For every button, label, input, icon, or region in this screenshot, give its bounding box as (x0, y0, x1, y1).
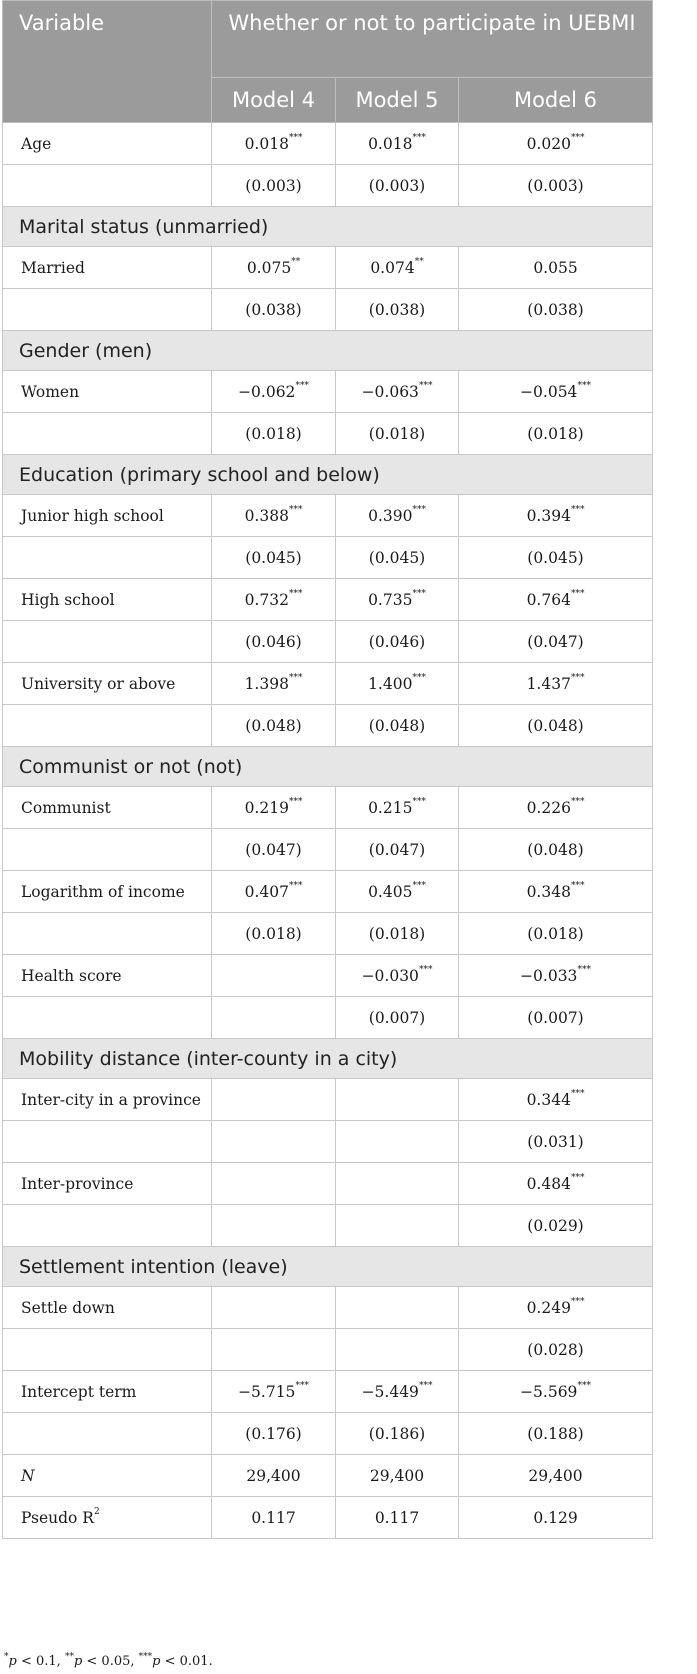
coef-cell: 0.348*** (459, 871, 653, 913)
coef-cell: −5.569*** (459, 1371, 653, 1413)
table-row (3, 663, 653, 705)
se-cell: (0.003) (212, 165, 336, 207)
se-cell (212, 1329, 336, 1371)
coef-cell: 0.055 (459, 247, 653, 289)
section-row (3, 455, 653, 495)
model-4-header: Model 4 (212, 78, 336, 123)
se-cell: (0.018) (336, 913, 459, 955)
coef-cell: −0.063*** (336, 371, 459, 413)
table-row (3, 955, 653, 997)
table-row (3, 1329, 653, 1371)
coef-cell: 0.344*** (459, 1079, 653, 1121)
row-label: University or above (3, 663, 212, 705)
table-row (3, 1497, 653, 1539)
table-row (3, 1163, 653, 1205)
se-cell: (0.028) (459, 1329, 653, 1371)
coef-cell: −0.030*** (336, 955, 459, 997)
se-cell: (0.048) (459, 705, 653, 747)
coef-cell: 1.400*** (336, 663, 459, 705)
coef-cell: 0.735*** (336, 579, 459, 621)
table-row (3, 997, 653, 1039)
se-cell: (0.018) (336, 413, 459, 455)
table-row (3, 1079, 653, 1121)
table-row (3, 495, 653, 537)
stat-cell: 0.117 (212, 1497, 336, 1539)
section-row (3, 1247, 653, 1287)
variable-header: Variable (3, 1, 212, 123)
row-label: High school (3, 579, 212, 621)
se-cell (212, 1205, 336, 1247)
table-row (3, 1287, 653, 1329)
se-cell: (0.038) (459, 289, 653, 331)
coef-cell: 0.018*** (212, 123, 336, 165)
section-label: Settlement intention (leave) (3, 1247, 653, 1287)
coef-cell: −0.062*** (212, 371, 336, 413)
table-row (3, 913, 653, 955)
coef-cell (212, 955, 336, 997)
coef-cell: 0.018*** (336, 123, 459, 165)
section-label: Education (primary school and below) (3, 455, 653, 495)
coef-cell: 0.732*** (212, 579, 336, 621)
se-cell: (0.018) (459, 413, 653, 455)
table-row (3, 1413, 653, 1455)
se-cell: (0.045) (336, 537, 459, 579)
table-row (3, 247, 653, 289)
n-label: N (21, 1466, 35, 1485)
coef-cell: 0.219*** (212, 787, 336, 829)
se-cell (336, 1121, 459, 1163)
table-row (3, 871, 653, 913)
coef-cell: 0.075** (212, 247, 336, 289)
table-row (3, 705, 653, 747)
table-row (3, 1371, 653, 1413)
coef-cell: 0.764*** (459, 579, 653, 621)
row-label: Settle down (3, 1287, 212, 1329)
coef-cell (212, 1163, 336, 1205)
row-label: Logarithm of income (3, 871, 212, 913)
se-cell: (0.048) (212, 705, 336, 747)
section-row (3, 331, 653, 371)
stat-cell: 29,400 (459, 1455, 653, 1497)
stat-cell: 29,400 (212, 1455, 336, 1497)
se-cell: (0.048) (459, 829, 653, 871)
se-cell (212, 1121, 336, 1163)
row-label: Age (3, 123, 212, 165)
table-row (3, 621, 653, 663)
section-row (3, 1039, 653, 1079)
coef-cell: 0.226*** (459, 787, 653, 829)
se-cell: (0.045) (459, 537, 653, 579)
se-cell: (0.003) (459, 165, 653, 207)
se-cell: (0.188) (459, 1413, 653, 1455)
coef-cell: 0.020*** (459, 123, 653, 165)
se-cell: (0.031) (459, 1121, 653, 1163)
table-row (3, 289, 653, 331)
coef-cell: 0.407*** (212, 871, 336, 913)
se-cell (336, 1205, 459, 1247)
row-label: Inter-city in a province (3, 1079, 212, 1121)
coef-cell: −5.449*** (336, 1371, 459, 1413)
coef-cell (336, 1079, 459, 1121)
section-label: Gender (men) (3, 331, 653, 371)
table-row (3, 1121, 653, 1163)
se-cell (336, 1329, 459, 1371)
coef-cell: −0.054*** (459, 371, 653, 413)
row-label: Intercept term (3, 1371, 212, 1413)
row-label: Inter-province (3, 1163, 212, 1205)
table-row (3, 829, 653, 871)
coef-cell: −0.033*** (459, 955, 653, 997)
coef-cell: 0.390*** (336, 495, 459, 537)
table-row (3, 123, 653, 165)
section-row (3, 747, 653, 787)
pseudo-r2-label: Pseudo R (21, 1508, 94, 1527)
table-row (3, 1205, 653, 1247)
regression-table (2, 0, 653, 1539)
section-label: Communist or not (not) (3, 747, 653, 787)
se-cell (212, 997, 336, 1039)
stat-cell: 29,400 (336, 1455, 459, 1497)
se-cell: (0.003) (336, 165, 459, 207)
row-label: Women (3, 371, 212, 413)
coef-cell: 0.388*** (212, 495, 336, 537)
stat-cell: 0.129 (459, 1497, 653, 1539)
coef-cell: 0.215*** (336, 787, 459, 829)
se-cell: (0.007) (336, 997, 459, 1039)
coef-cell: 1.437*** (459, 663, 653, 705)
table-row (3, 787, 653, 829)
model-6-header: Model 6 (459, 78, 653, 123)
row-label: Communist (3, 787, 212, 829)
coef-cell: 0.074** (336, 247, 459, 289)
se-cell: (0.018) (212, 413, 336, 455)
coef-cell: 0.405*** (336, 871, 459, 913)
coef-cell: 1.398*** (212, 663, 336, 705)
table-row (3, 371, 653, 413)
significance-footnote: *p < 0.1, **p < 0.05, ***p < 0.01. (4, 1652, 213, 1669)
table-row (3, 579, 653, 621)
model-5-header: Model 5 (336, 78, 459, 123)
se-cell: (0.047) (459, 621, 653, 663)
se-cell: (0.018) (459, 913, 653, 955)
row-label: Junior high school (3, 495, 212, 537)
stat-cell: 0.117 (336, 1497, 459, 1539)
section-label: Mobility distance (inter-county in a city) (3, 1039, 653, 1079)
row-label: Health score (3, 955, 212, 997)
coef-cell: 0.394*** (459, 495, 653, 537)
section-row (3, 207, 653, 247)
se-cell: (0.038) (212, 289, 336, 331)
se-cell: (0.046) (212, 621, 336, 663)
se-cell: (0.048) (336, 705, 459, 747)
coef-cell (336, 1163, 459, 1205)
table-row (3, 1455, 653, 1497)
se-cell: (0.047) (212, 829, 336, 871)
se-cell: (0.186) (336, 1413, 459, 1455)
se-cell: (0.047) (336, 829, 459, 871)
row-label: Married (3, 247, 212, 289)
se-cell: (0.045) (212, 537, 336, 579)
section-label: Marital status (unmarried) (3, 207, 653, 247)
table-row (3, 165, 653, 207)
table-row (3, 537, 653, 579)
coef-cell (212, 1287, 336, 1329)
se-cell: (0.176) (212, 1413, 336, 1455)
table-row (3, 413, 653, 455)
coef-cell (212, 1079, 336, 1121)
se-cell: (0.038) (336, 289, 459, 331)
group-header: Whether or not to participate in UEBMI (212, 1, 653, 78)
se-cell: (0.018) (212, 913, 336, 955)
se-cell: (0.007) (459, 997, 653, 1039)
se-cell: (0.046) (336, 621, 459, 663)
coef-cell: 0.484*** (459, 1163, 653, 1205)
coef-cell: 0.249*** (459, 1287, 653, 1329)
coef-cell: −5.715*** (212, 1371, 336, 1413)
coef-cell (336, 1287, 459, 1329)
se-cell: (0.029) (459, 1205, 653, 1247)
pseudo-r2-superscript: 2 (93, 1506, 100, 1517)
